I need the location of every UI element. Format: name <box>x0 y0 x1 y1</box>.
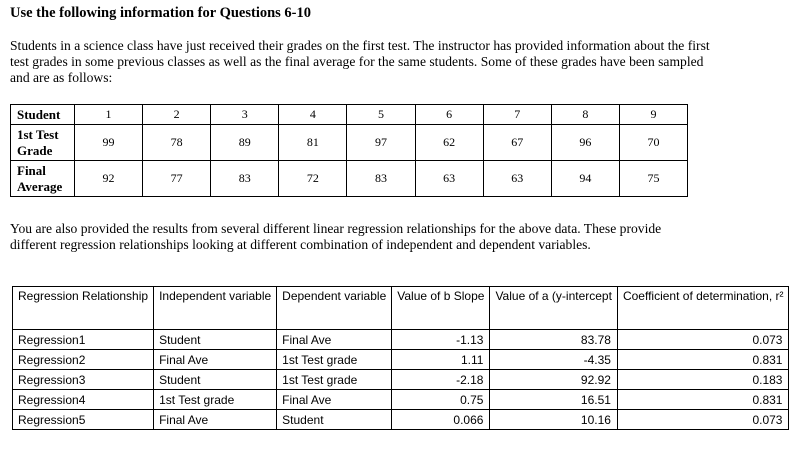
row-label: 1st Test Grade <box>11 125 75 161</box>
student-number: 3 <box>211 105 279 125</box>
intercept-value: -4.35 <box>490 350 618 370</box>
independent-variable: Final Ave <box>154 350 277 370</box>
final-average: 63 <box>483 161 551 197</box>
first-test-grade: 81 <box>279 125 347 161</box>
student-number: 5 <box>347 105 415 125</box>
table-row <box>13 390 789 410</box>
column-header: Independent variable <box>154 287 277 330</box>
slope-value: 0.066 <box>392 410 490 430</box>
final-average-row <box>11 161 688 197</box>
dependent-variable: 1st Test grade <box>277 370 392 390</box>
regression-name: Regression1 <box>13 330 154 350</box>
r-squared-value: 0.831 <box>617 350 789 370</box>
student-number: 4 <box>279 105 347 125</box>
slope-value: -1.13 <box>392 330 490 350</box>
final-average: 77 <box>143 161 211 197</box>
regression-name: Regression4 <box>13 390 154 410</box>
independent-variable: Student <box>154 370 277 390</box>
first-test-grade: 97 <box>347 125 415 161</box>
table-row <box>13 330 789 350</box>
page-heading: Use the following information for Questions 6-10 <box>10 5 312 21</box>
table-row <box>13 410 789 430</box>
final-average: 83 <box>347 161 415 197</box>
student-row <box>11 105 688 125</box>
student-number: 2 <box>143 105 211 125</box>
first-test-grade: 62 <box>415 125 483 161</box>
dependent-variable: Final Ave <box>277 330 392 350</box>
r-squared-value: 0.183 <box>617 370 789 390</box>
first-test-grade: 70 <box>619 125 687 161</box>
column-header: Value of b Slope <box>392 287 490 330</box>
r-squared-value: 0.073 <box>617 410 789 430</box>
slope-value: 1.11 <box>392 350 490 370</box>
regression-name: Regression5 <box>13 410 154 430</box>
first-test-grade: 78 <box>143 125 211 161</box>
student-number: 7 <box>483 105 551 125</box>
intercept-value: 16.51 <box>490 390 618 410</box>
intercept-value: 83.78 <box>490 330 618 350</box>
column-header: Coefficient of determination, r² <box>617 287 789 330</box>
first-test-row <box>11 125 688 161</box>
r-squared-value: 0.073 <box>617 330 789 350</box>
column-header: Value of a (y-intercept <box>490 287 618 330</box>
dependent-variable: 1st Test grade <box>277 350 392 370</box>
dependent-variable: Final Ave <box>277 390 392 410</box>
final-average: 63 <box>415 161 483 197</box>
row-label: Final Average <box>11 161 75 197</box>
student-number: 1 <box>75 105 143 125</box>
column-header: Regression Relationship <box>13 287 154 330</box>
row-label: Student <box>11 105 75 125</box>
regression-intro-paragraph: You are also provided the results from several different linear regression relationships for the above data. These provide different regression relationships looking at different combination of independent and dependent variables. <box>10 221 662 252</box>
regression-table <box>12 286 789 430</box>
regression-name: Regression2 <box>13 350 154 370</box>
slope-value: -2.18 <box>392 370 490 390</box>
final-average: 92 <box>75 161 143 197</box>
final-average: 83 <box>211 161 279 197</box>
independent-variable: 1st Test grade <box>154 390 277 410</box>
independent-variable: Student <box>154 330 277 350</box>
final-average: 72 <box>279 161 347 197</box>
student-number: 6 <box>415 105 483 125</box>
first-test-grade: 99 <box>75 125 143 161</box>
column-header: Dependent variable <box>277 287 392 330</box>
grades-table <box>10 104 688 197</box>
table-row <box>13 370 789 390</box>
dependent-variable: Student <box>277 410 392 430</box>
final-average: 75 <box>619 161 687 197</box>
intro-paragraph: Students in a science class have just received their grades on the first test. The instructor has provided information about the first test grades in some previous classes as well as the final average for the same students. Some of these grades have been sampled and are as follows: <box>10 38 710 85</box>
student-number: 8 <box>551 105 619 125</box>
final-average: 94 <box>551 161 619 197</box>
regression-header-row <box>13 287 789 330</box>
first-test-grade: 67 <box>483 125 551 161</box>
student-number: 9 <box>619 105 687 125</box>
slope-value: 0.75 <box>392 390 490 410</box>
table-row <box>13 350 789 370</box>
intercept-value: 92.92 <box>490 370 618 390</box>
intercept-value: 10.16 <box>490 410 618 430</box>
independent-variable: Final Ave <box>154 410 277 430</box>
r-squared-value: 0.831 <box>617 390 789 410</box>
first-test-grade: 96 <box>551 125 619 161</box>
regression-name: Regression3 <box>13 370 154 390</box>
first-test-grade: 89 <box>211 125 279 161</box>
